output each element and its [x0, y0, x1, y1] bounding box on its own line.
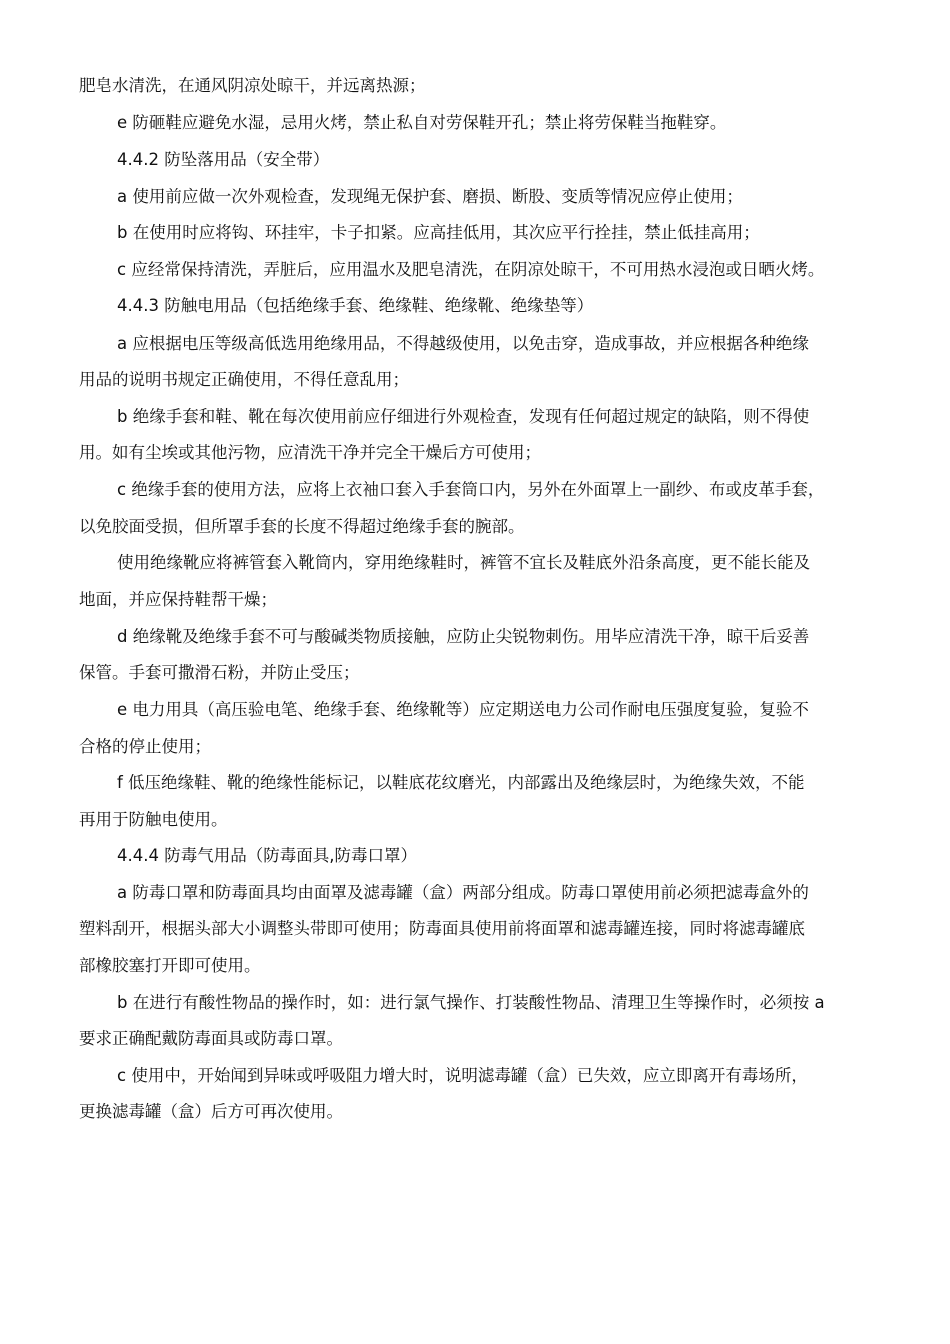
text-line: 地面，并应保持鞋帮干燥；: [79, 590, 277, 609]
text-line: 更换滤毒罐（盒）后方可再次使用。: [79, 1102, 343, 1121]
text-line: e 电力用具（高压验电笔、绝缘手套、绝缘靴等）应定期送电力公司作耐电压强度复验，复验不: [117, 700, 809, 719]
text-line: 用品的说明书规定正确使用，不得任意乱用；: [79, 370, 409, 389]
text-line: 要求正确配戴防毒面具或防毒口罩。: [79, 1029, 343, 1048]
text-line: 保管。手套可撒滑石粉，并防止受压；: [79, 663, 360, 682]
text-line: 使用绝缘靴应将裤管套入靴筒内，穿用绝缘鞋时，裤管不宜长及鞋底外沿条高度，更不能长能及: [117, 553, 810, 572]
text-line: a 使用前应做一次外观检查，发现绳无保护套、磨损、断股、变质等情况应停止使用；: [117, 187, 743, 206]
text-line: a 应根据电压等级高低选用绝缘用品，不得越级使用，以免击穿，造成事故，并应根据各种绝缘: [117, 334, 809, 353]
text-line: 肥皂水清洗，在通风阴凉处晾干，并远离热源；: [79, 76, 426, 95]
text-line: 部橡胶塞打开即可使用。: [79, 956, 261, 975]
text-line: 再用于防触电使用。: [79, 810, 228, 829]
text-line: 塑料刮开，根据头部大小调整头带即可使用；防毒面具使用前将面罩和滤毒罐连接，同时将滤毒罐底: [79, 919, 805, 938]
text-line: c 绝缘手套的使用方法，应将上衣袖口套入手套筒口内，另外在外面罩上一副纱、布或皮革手套，: [117, 480, 825, 499]
text-line: c 应经常保持清洗，弄脏后，应用温水及肥皂清洗，在阴凉处晾干，不可用热水浸泡或日晒火烤。: [117, 260, 825, 279]
text-line: 合格的停止使用；: [79, 737, 211, 756]
section-heading: 4.4.2 防坠落用品（安全带）: [117, 150, 330, 169]
text-line: a 防毒口罩和防毒面具均由面罩及滤毒罐（盒）两部分组成。防毒口罩使用前必须把滤毒盒外的: [117, 883, 809, 902]
text-line: 以免胶面受损，但所罩手套的长度不得超过绝缘手套的腕部。: [79, 517, 525, 536]
text-line: b 在进行有酸性物品的操作时，如：进行氯气操作、打装酸性物品、清理卫生等操作时，必须按 a: [117, 993, 825, 1012]
text-line: c 使用中，开始闻到异味或呼吸阻力增大时，说明滤毒罐（盒）已失效，应立即离开有毒场所，: [117, 1066, 808, 1085]
section-heading: 4.4.3 防触电用品（包括绝缘手套、绝缘鞋、绝缘靴、绝缘垫等）: [117, 296, 594, 315]
section-heading: 4.4.4 防毒气用品（防毒面具,防毒口罩）: [117, 846, 417, 865]
text-line: b 绝缘手套和鞋、靴在每次使用前应仔细进行外观检查，发现有任何超过规定的缺陷，则不得使: [117, 407, 810, 426]
text-line: 用。如有尘埃或其他污物，应清洗干净并完全干燥后方可使用；: [79, 443, 541, 462]
text-line: e 防砸鞋应避免水湿，忌用火烤，禁止私自对劳保鞋开孔；禁止将劳保鞋当拖鞋穿。: [117, 113, 727, 132]
text-line: b 在使用时应将钩、环挂牢，卡子扣紧。应高挂低用，其次应平行拴挂，禁止低挂高用；: [117, 223, 760, 242]
text-line: f 低压绝缘鞋、靴的绝缘性能标记，以鞋底花纹磨光，内部露出及绝缘层时，为绝缘失效，不能: [117, 773, 805, 792]
text-line: d 绝缘靴及绝缘手套不可与酸碱类物质接触，应防止尖锐物刺伤。用毕应清洗干净，晾干后妥善: [117, 627, 810, 646]
